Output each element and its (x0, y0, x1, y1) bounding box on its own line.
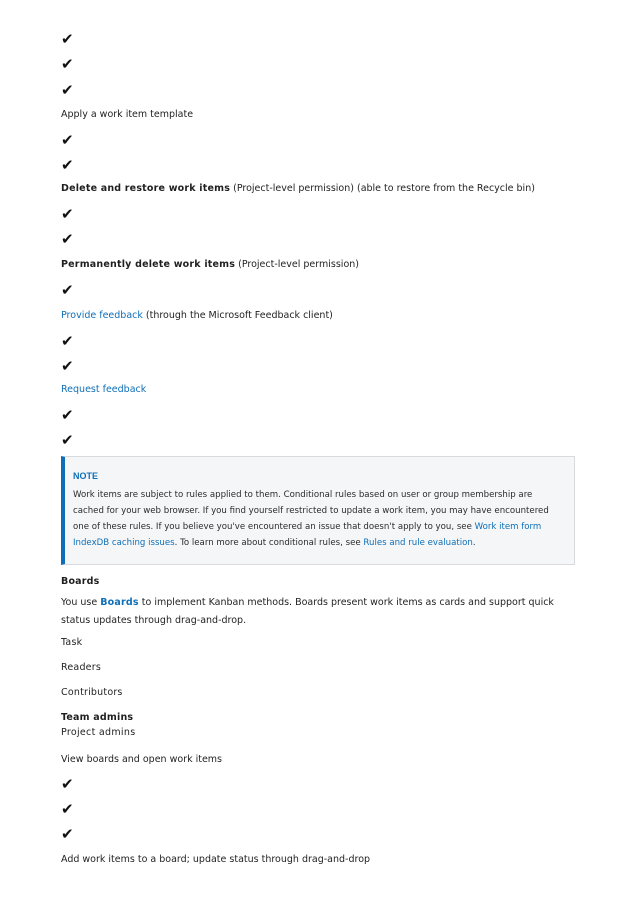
permission-label: View boards and open work items (61, 754, 223, 765)
checkmark-icon: ✔ (61, 55, 74, 73)
checkmark-icon: ✔ (61, 30, 74, 48)
rules-evaluation-link[interactable]: Rules and rule evaluation (363, 538, 473, 548)
column-header-project-admins: Project admins (61, 727, 136, 738)
checkmark-icon: ✔ (61, 800, 74, 818)
checkmark-icon: ✔ (61, 332, 74, 350)
note-text: Work items are subject to rules applied to them. Conditional rules based on user or group membership are cached for your web browser. If you find yourself restricted to update a work item, you may have encountered one of these rules. If you believe you've encountered an issue that doesn't apply to you, see (73, 490, 549, 532)
checkmark-icon: ✔ (61, 775, 74, 793)
column-header-contributors: Contributors (61, 687, 123, 698)
permission-label: Add work items to a board; update status through drag-and-drop (61, 854, 371, 865)
note-body (73, 487, 563, 551)
note-title: NOTE (73, 471, 99, 481)
checkmark-icon: ✔ (61, 205, 74, 223)
checkmark-icon: ✔ (61, 281, 74, 299)
section-heading-boards: Boards (61, 576, 100, 587)
permission-label-detail: (Project-level permission) (able to restore from the Recycle bin) (230, 183, 535, 194)
permission-label (61, 258, 359, 272)
request-feedback-link[interactable]: Request feedback (61, 384, 147, 395)
boards-intro (61, 594, 581, 630)
permission-label-bold: Delete and restore work items (61, 183, 231, 194)
checkmark-icon: ✔ (61, 406, 74, 424)
checkmark-icon: ✔ (61, 431, 74, 449)
checkmark-icon: ✔ (61, 230, 74, 248)
permission-label (61, 309, 333, 323)
checkmark-icon: ✔ (61, 81, 74, 99)
note-text: . To learn more about conditional rules, see (174, 538, 364, 548)
checkmark-icon: ✔ (61, 825, 74, 843)
note-callout (61, 456, 575, 565)
permission-label-detail: (through the Microsoft Feedback client) (142, 310, 333, 321)
permission-label (61, 182, 535, 196)
permission-label: Apply a work item template (61, 109, 194, 120)
boards-intro-text: to implement Kanban methods. Boards present work items as cards and support quick status updates through drag-and-drop. (61, 597, 554, 626)
boards-link[interactable]: Boards (100, 597, 139, 608)
note-text: . (472, 538, 476, 548)
indexdb-caching-link[interactable]: Work item form IndexDB caching issues (73, 522, 542, 548)
permission-label-detail: (Project-level permission) (235, 259, 359, 270)
permission-label-bold: Permanently delete work items (61, 259, 236, 270)
boards-intro-text: You use (61, 597, 101, 608)
column-header-readers: Readers (61, 662, 101, 673)
checkmark-icon: ✔ (61, 131, 74, 149)
column-header-team-admins: Team admins (61, 712, 134, 723)
checkmark-icon: ✔ (61, 357, 74, 375)
checkmark-icon: ✔ (61, 156, 74, 174)
column-header-task: Task (61, 637, 83, 648)
provide-feedback-link[interactable]: Provide feedback (61, 310, 143, 321)
